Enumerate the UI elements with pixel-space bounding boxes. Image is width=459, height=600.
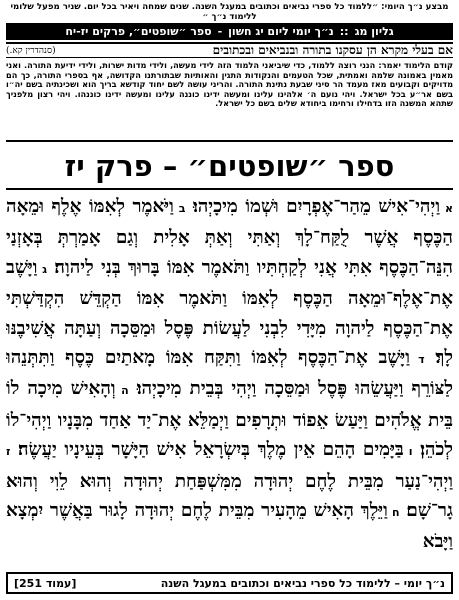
verse-number: ב xyxy=(173,202,186,215)
verse-text: וַיְהִי־אִישׁ מֵהַר־אֶפְרָיִם וּשְׁמוֹ מִיכָיְהוּ׃ xyxy=(185,196,441,217)
verse-text: וַיֹּאמֶר לְאִמּוֹ אֶלֶף וּמֵאָה הַכֶּסֶף אֲשֶׁר לֻקַּח־לָךְ וְאַתִּי וְאַתְּ אָלִית וְגַם אָמַרְתְּ בְּאָזְנַי הִנֵּה־הַכֶּסֶף אִתִּי אֲנִי לְקַחְתִּיו וַתֹּאמֶר אִמּוֹ בָּרוּךְ בְּנִי לַיהוָה׃ xyxy=(6,196,453,278)
verse-number: ד xyxy=(409,353,425,367)
verse-number: ו xyxy=(403,445,413,459)
verse-text: וַיֵּלֶךְ הָאִישׁ מֵהָעִיר מִבֵּית לֶחֶם יְהוּדָה לָגוּר בַּאֲשֶׁר יִמְצָא וַיָּבֹא xyxy=(6,500,453,553)
verse-number: ז xyxy=(6,445,11,459)
verse-text: וַיְהִי־נַעַר מִבֵּית לֶחֶם יְהוּדָה מִמִּשְׁפַּחַת יְהוּדָה וְהוּא לֵוִי וְהוּא גָר־שָׁם׃ xyxy=(6,470,453,522)
verse-text: בַּיָּמִים הָהֵם אֵין מֶלֶךְ בְּיִשְׂרָאֵל אִישׁ הַיָּשָׁר בְּעֵינָיו יַעֲשֶׂה׃ xyxy=(10,439,404,461)
issue-bar xyxy=(6,23,453,40)
top-banner: מבצע נ״ך היומי: ״ללמוד כל ספרי נביאים וכתובים במעגל השנה. שנים שמחה ויאיר בכל יום. שניר מפעל שלומי ללימוד נ״ך ״ xyxy=(10,2,449,22)
footer-text: נ״ך יומי – ללימוד כל ספרי נביאים וכתובים במעגל השנה xyxy=(160,576,445,590)
issue-number: גליון מג xyxy=(354,25,394,38)
verse-number: ה xyxy=(115,384,129,398)
footer xyxy=(6,572,453,594)
verses-paragraph xyxy=(6,192,453,557)
verse-number: ג xyxy=(37,262,48,276)
chapter-body xyxy=(6,192,453,562)
aux-line xyxy=(6,42,453,58)
divider-title xyxy=(6,188,453,190)
issue-book: ספר ״שופטים״, פרקים יז-יח xyxy=(65,25,212,38)
issue-sep-2: - xyxy=(217,25,223,38)
verse-text: וְהָאִישׁ מִיכָה לוֹ בֵּית אֱלֹהִים וַיַּעַשׂ אֵפוֹד וּתְרָפִים וַיְמַלֵּא אֶת־יַד אַחַד מִבָּנָיו וַיְהִי־לוֹ לְכֹהֵן׃ xyxy=(6,378,453,461)
aux-source: (סנהדרין קא.) xyxy=(6,46,56,56)
divider-top xyxy=(6,140,453,142)
chapter-title: ספר ״שופטים״ – פרק יז xyxy=(64,149,395,183)
verse-text: וַיָּשֶׁב אֶת־אֶלֶף־וּמֵאָה הַכֶּסֶף לְאִמּוֹ וַתֹּאמֶר אִמּוֹ הַקְדֵּשׁ הִקְדַּשְׁתִּי אֶת־הַכֶּסֶף לַיהוָה מִיָּדִי לִבְנִי לַעֲשׂוֹת פֶּסֶל וּמַסֵּכָה וְעַתָּה אֲשִׁיבֶנּוּ לָךְ׃ xyxy=(6,256,453,369)
issue-subtitle: נ״ך יומי ליום יג חשון xyxy=(228,25,334,38)
verse-text: וַיָּשֶׁב אֶת־הַכֶּסֶף לְאִמּוֹ וַתִּקַּח אִמּוֹ מָאתַיִם כֶּסֶף וַתִּתְּנֵהוּ לַצּוֹרֵף וַיַּעֲשֵׂהוּ פֶּסֶל וּמַסֵּכָה וַיְהִי בְּבֵית מִיכָיְהוּ׃ xyxy=(6,347,453,400)
page-number: [עמוד 251] xyxy=(14,576,77,590)
intro-paragraph: קודם הלימוד יאמר: הנני רוצה ללמוד, כדי שיביאני הלמוד הזה לידי מעשה, ולידי מדות ישרות, ולידי ידיעת התורה. ואני מאמין באמונה שלמה ואמתית, שכל הטעמים והנקודות התגין והאותיות שבתורתנו הקדושה, אף בספרי התורה, כך הם מדויקים וקבועים מאז מעמד הר סיני שבעת נתינת התורה. והריני עושה לשם יחוד קודשא בריך הוא ושכינתיה בשם יה״ו בשם אר״ע בכל ישראל. ויהי נועם ה׳ אלהינו עלינו ומעשה ידינו כוננה עלינו ומעשה ידינו כוננהו. ויהי רצון מלפניך שתהא המשנה הזו בדחילו ורחימו ביחודא שלים בשם כל ישראל. xyxy=(6,61,453,109)
issue-sep-1: :: xyxy=(339,25,349,38)
verse-number: ח xyxy=(387,506,400,520)
verse-number: א xyxy=(440,202,453,215)
aux-quote: אם בעלי מקרא הן עסקנו בתורה ובנביאים ובכתובים xyxy=(212,43,453,57)
